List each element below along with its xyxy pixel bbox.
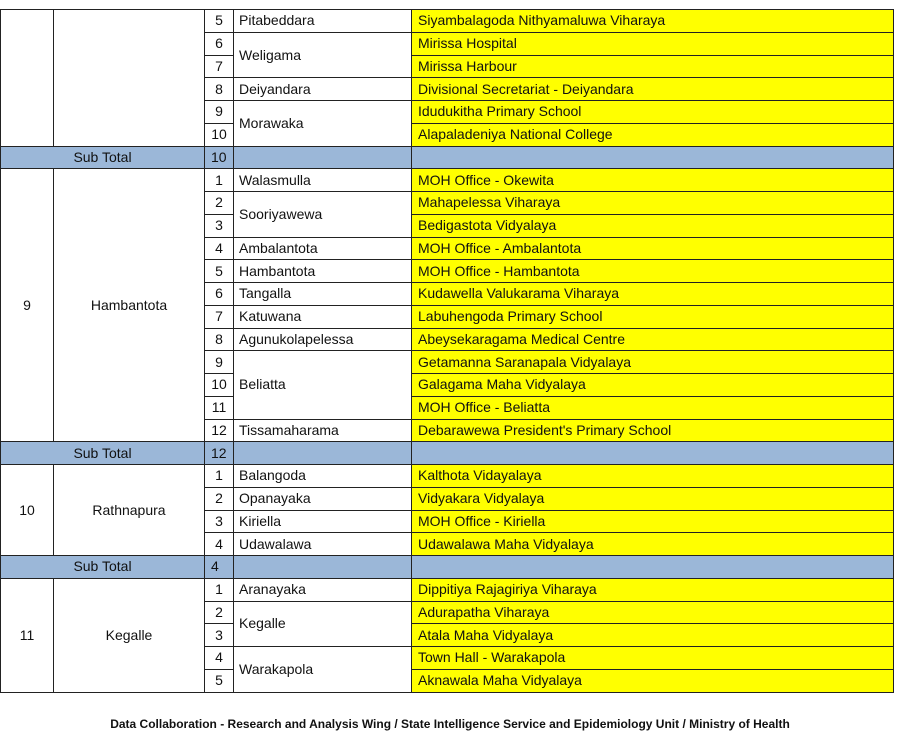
district-number: 9 xyxy=(1,169,54,442)
site-number: 4 xyxy=(205,237,234,260)
site-location: Adurapatha Viharaya xyxy=(412,601,894,624)
site-location: Udawalawa Maha Vidyalaya xyxy=(412,533,894,556)
moh-area: Hambantota xyxy=(234,260,412,283)
moh-area: Morawaka xyxy=(234,101,412,147)
district-name: Hambantota xyxy=(54,169,205,442)
site-number: 7 xyxy=(205,305,234,328)
site-location: Atala Maha Vidyalaya xyxy=(412,624,894,647)
subtotal-location-blank xyxy=(412,442,894,465)
footer-credit: Data Collaboration - Research and Analysis Wing / State Intelligence Service and Epidemiology Unit / Ministry of Health xyxy=(110,717,790,731)
subtotal-blank-cell xyxy=(234,146,412,169)
moh-area: Aranayaka xyxy=(234,578,412,601)
district-name: Kegalle xyxy=(54,578,205,692)
site-number: 4 xyxy=(205,533,234,556)
site-location: Siyambalagoda Nithyamaluwa Viharaya xyxy=(412,10,894,33)
sites-table xyxy=(0,9,894,693)
subtotal-count: 10 xyxy=(205,146,234,169)
site-location: Mirissa Harbour xyxy=(412,55,894,78)
subtotal-blank-cell xyxy=(234,556,412,579)
site-location: Labuhengoda Primary School xyxy=(412,305,894,328)
site-number: 5 xyxy=(205,260,234,283)
moh-area: Kegalle xyxy=(234,601,412,647)
site-number: 11 xyxy=(205,396,234,419)
moh-area: Katuwana xyxy=(234,305,412,328)
site-number: 6 xyxy=(205,32,234,55)
district-name xyxy=(54,10,205,147)
moh-area: Weligama xyxy=(234,32,412,78)
site-location: Vidyakara Vidyalaya xyxy=(412,487,894,510)
site-location: Alapaladeniya National College xyxy=(412,123,894,146)
site-location: MOH Office - Ambalantota xyxy=(412,237,894,260)
site-number: 9 xyxy=(205,351,234,374)
site-location: Abeysekaragama Medical Centre xyxy=(412,328,894,351)
site-location: Mahapelessa Viharaya xyxy=(412,192,894,215)
moh-area: Pitabeddara xyxy=(234,10,412,33)
site-number: 1 xyxy=(205,465,234,488)
site-location: MOH Office - Kiriella xyxy=(412,510,894,533)
moh-area: Warakapola xyxy=(234,647,412,693)
site-location: Kudawella Valukarama Viharaya xyxy=(412,283,894,306)
site-location: Debarawewa President's Primary School xyxy=(412,419,894,442)
district-name: Rathnapura xyxy=(54,465,205,556)
site-number: 1 xyxy=(205,578,234,601)
site-location: Bedigastota Vidyalaya xyxy=(412,214,894,237)
site-number: 5 xyxy=(205,669,234,692)
site-number: 8 xyxy=(205,78,234,101)
site-number: 5 xyxy=(205,10,234,33)
site-location: MOH Office - Beliatta xyxy=(412,396,894,419)
moh-area: Kiriella xyxy=(234,510,412,533)
site-location: MOH Office - Hambantota xyxy=(412,260,894,283)
district-number xyxy=(1,10,54,147)
site-location: Galagama Maha Vidyalaya xyxy=(412,374,894,397)
moh-area: Opanayaka xyxy=(234,487,412,510)
site-location: Getamanna Saranapala Vidyalaya xyxy=(412,351,894,374)
subtotal-location-blank xyxy=(412,556,894,579)
site-number: 3 xyxy=(205,510,234,533)
site-number: 10 xyxy=(205,123,234,146)
moh-area: Tangalla xyxy=(234,283,412,306)
subtotal-row xyxy=(1,146,894,169)
site-number: 3 xyxy=(205,214,234,237)
subtotal-count: 12 xyxy=(205,442,234,465)
site-number: 10 xyxy=(205,374,234,397)
site-number: 4 xyxy=(205,647,234,670)
moh-area: Agunukolapelessa xyxy=(234,328,412,351)
district-number: 10 xyxy=(1,465,54,556)
sites-table-body xyxy=(1,10,894,693)
site-location: Mirissa Hospital xyxy=(412,32,894,55)
subtotal-count: 4 xyxy=(205,556,234,579)
subtotal-label: Sub Total xyxy=(1,556,205,579)
moh-area: Tissamaharama xyxy=(234,419,412,442)
subtotal-row xyxy=(1,442,894,465)
site-location: Town Hall - Warakapola xyxy=(412,647,894,670)
moh-area: Udawalawa xyxy=(234,533,412,556)
site-number: 2 xyxy=(205,601,234,624)
site-location: Idudukitha Primary School xyxy=(412,101,894,124)
moh-area: Balangoda xyxy=(234,465,412,488)
subtotal-label: Sub Total xyxy=(1,442,205,465)
site-location: Aknawala Maha Vidyalaya xyxy=(412,669,894,692)
moh-area: Sooriyawewa xyxy=(234,192,412,238)
subtotal-location-blank xyxy=(412,146,894,169)
moh-area: Walasmulla xyxy=(234,169,412,192)
subtotal-label: Sub Total xyxy=(1,146,205,169)
site-row xyxy=(1,465,894,488)
site-row xyxy=(1,578,894,601)
site-location: MOH Office - Okewita xyxy=(412,169,894,192)
site-number: 8 xyxy=(205,328,234,351)
site-number: 3 xyxy=(205,624,234,647)
site-number: 9 xyxy=(205,101,234,124)
site-row xyxy=(1,169,894,192)
subtotal-row xyxy=(1,556,894,579)
site-number: 1 xyxy=(205,169,234,192)
site-row xyxy=(1,10,894,33)
subtotal-blank-cell xyxy=(234,442,412,465)
district-number: 11 xyxy=(1,578,54,692)
moh-area: Beliatta xyxy=(234,351,412,419)
site-location: Kalthota Vidayalaya xyxy=(412,465,894,488)
site-location: Divisional Secretariat - Deiyandara xyxy=(412,78,894,101)
site-number: 2 xyxy=(205,487,234,510)
site-number: 12 xyxy=(205,419,234,442)
moh-area: Deiyandara xyxy=(234,78,412,101)
site-location: Dippitiya Rajagiriya Viharaya xyxy=(412,578,894,601)
site-number: 7 xyxy=(205,55,234,78)
site-number: 6 xyxy=(205,283,234,306)
moh-area: Ambalantota xyxy=(234,237,412,260)
site-number: 2 xyxy=(205,192,234,215)
